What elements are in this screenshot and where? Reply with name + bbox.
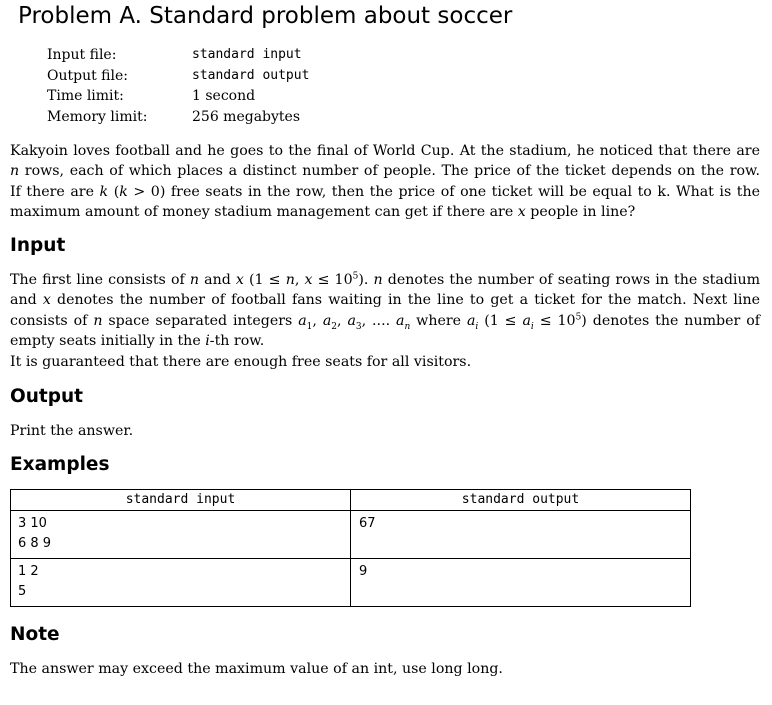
examples-header-row [11, 490, 691, 511]
example-row [11, 511, 691, 559]
input-line: It is guaranteed that there are enough free seats for all visitors. [10, 353, 472, 370]
output-paragraph [10, 421, 760, 441]
limit-label: Input file: [47, 47, 117, 63]
statement-paragraph [10, 141, 760, 223]
input-column-header: standard input [11, 490, 351, 511]
limit-row-input-file [47, 45, 309, 66]
output-line: Print the answer. [10, 423, 134, 439]
limit-value: standard input [192, 47, 302, 62]
input-heading: Input [10, 235, 66, 256]
limits-block [47, 45, 309, 127]
input-line: and x denotes the number of football fans waiting in the line to get a ticket for the match. Next line [10, 292, 760, 309]
limit-label: Memory limit: [47, 108, 148, 125]
statement-line: If there are k (k > 0) free seats in the row, then the price of one ticket will be equal to k. What is the [10, 183, 761, 200]
note-heading: Note [10, 624, 60, 645]
input-line: empty seats initially in the i-th row. [10, 333, 265, 350]
example-row [11, 559, 691, 607]
examples-table [10, 489, 691, 607]
examples-heading: Examples [10, 454, 110, 475]
limit-label: Time limit: [47, 88, 124, 104]
limit-row-time [47, 86, 309, 107]
input-line: consists of n space separated integers $a_1$, $a_2$, $a_3$, .... $a_n$ where $a_i$ $(1 \le a_i \le 10^5)$ denotes the number of [10, 312, 760, 332]
input-line: The first line consists of n and x (1 ≤ n, $x \le 10^5$). n denotes the number of seating rows in the stadium [10, 271, 761, 288]
limit-value: 1 second [192, 88, 256, 104]
limit-row-output-file [47, 66, 309, 87]
problem-title: Problem A. Standard problem about soccer [18, 3, 513, 29]
output-heading: Output [10, 386, 83, 407]
example-output: 9 [351, 559, 691, 607]
example-output: 67 [351, 511, 691, 559]
limit-value: standard output [192, 67, 310, 83]
statement-line: n rows, each of which places a distinct number of people. The price of the ticket depends on the row. [10, 163, 760, 180]
input-paragraph [10, 270, 760, 372]
output-column-header: standard output [351, 490, 691, 511]
note-paragraph [10, 659, 760, 679]
limit-row-memory [47, 107, 309, 128]
example-input: 3 10 6 8 9 [11, 511, 351, 559]
note-line: The answer may exceed the maximum value of an int, use long long. [10, 661, 503, 677]
limit-value: 256 megabytes [192, 108, 301, 125]
example-input: 1 2 5 [11, 559, 351, 607]
limit-label: Output file: [47, 67, 128, 84]
statement-line: Kakyoin loves football and he goes to the final of World Cup. At the stadium, he noticed that there are [10, 143, 760, 159]
statement-line: maximum amount of money stadium management can get if there are x people in line? [10, 204, 636, 221]
